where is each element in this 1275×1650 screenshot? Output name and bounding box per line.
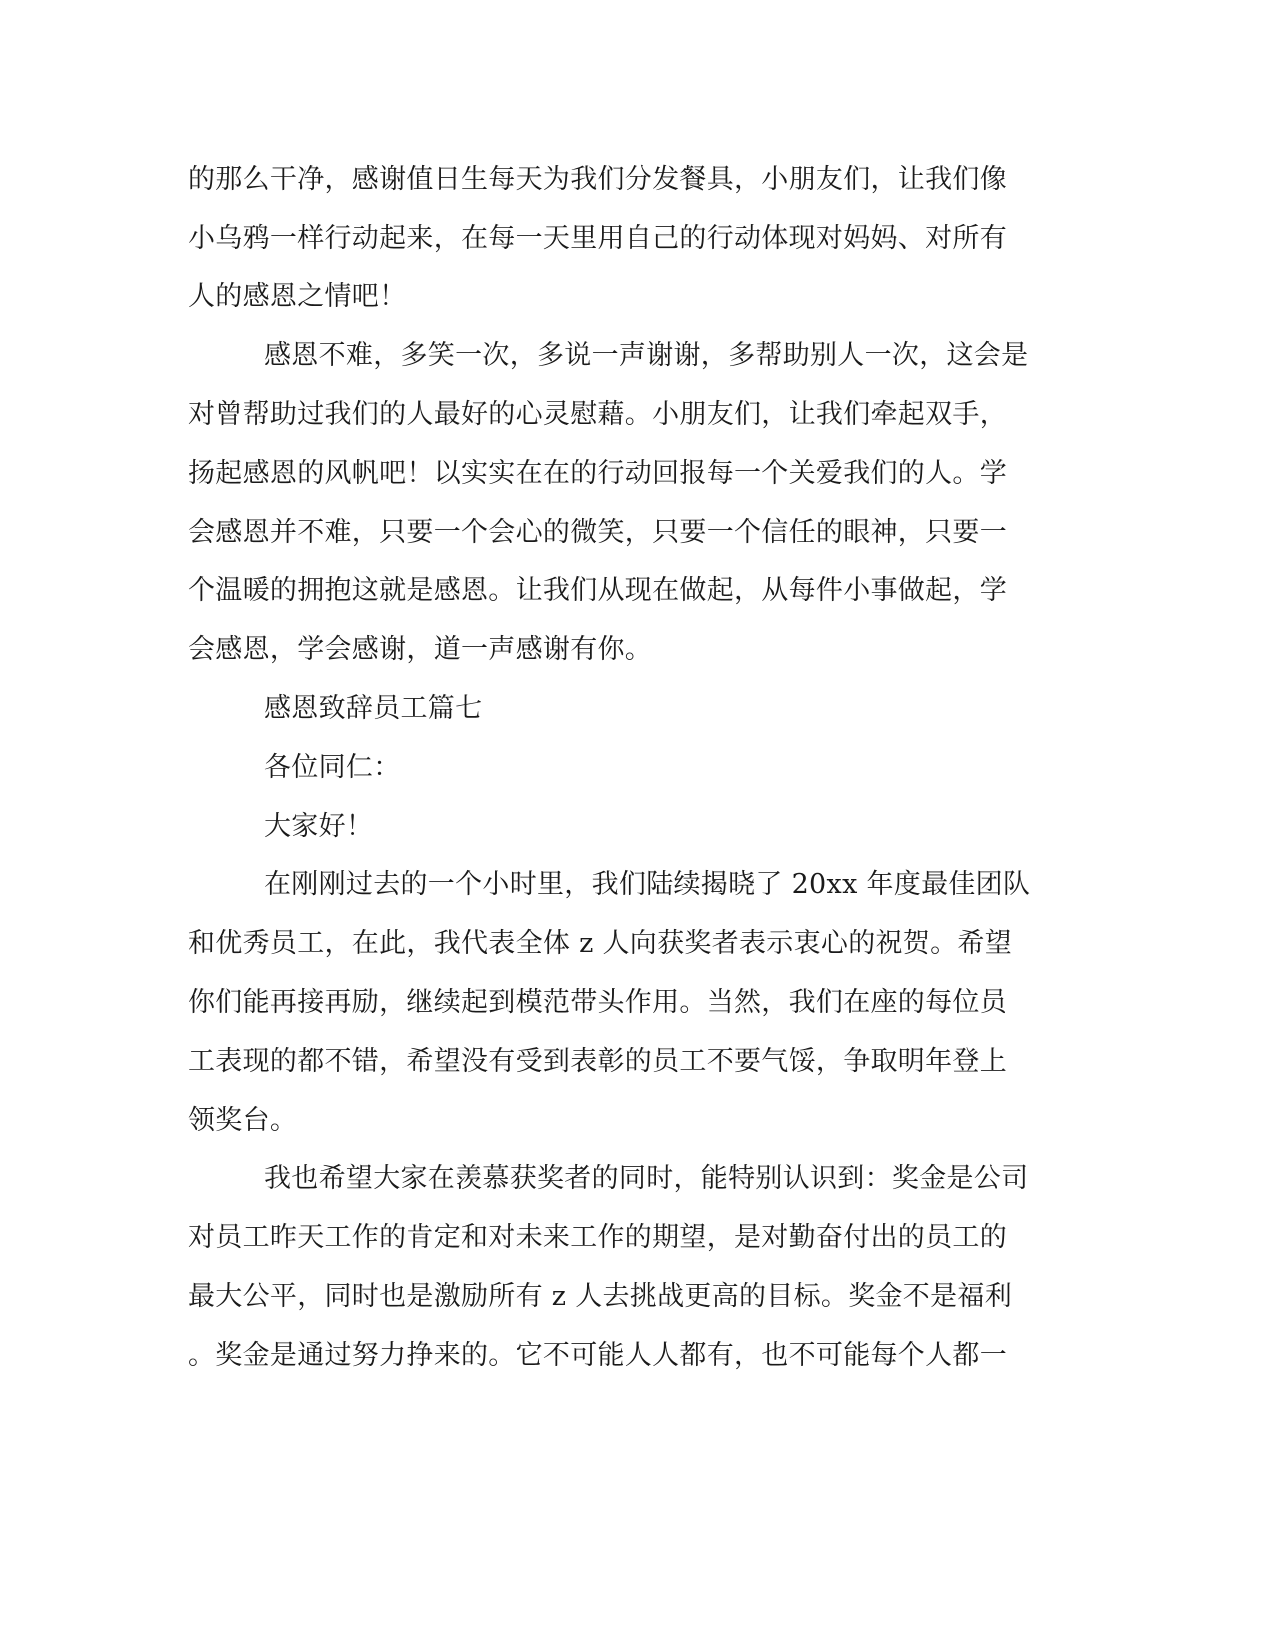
body-text-line: 领奖台。 <box>188 1105 298 1136</box>
body-text-line: 和优秀员工，在此，我代表全体 z 人向获奖者表示衷心的祝贺。希望 <box>188 928 1012 959</box>
body-text-line: 对曾帮助过我们的人最好的心灵慰藉。小朋友们，让我们牵起双手， <box>188 399 1007 430</box>
body-text-line: 。奖金是通过努力挣来的。它不可能人人都有，也不可能每个人都一 <box>188 1340 1007 1371</box>
body-text-line: 小乌鸦一样行动起来，在每一天里用自己的行动体现对妈妈、对所有 <box>188 223 1007 254</box>
body-text-line: 人的感恩之情吧！ <box>188 281 407 312</box>
salutation: 各位同仁： <box>264 752 401 783</box>
body-text-line: 最大公平，同时也是激励所有 z 人去挑战更高的目标。奖金不是福利 <box>188 1281 1012 1312</box>
body-text-line: 会感恩，学会感谢，道一声感谢有你。 <box>188 634 653 665</box>
body-text-line: 扬起感恩的风帆吧！以实实在在的行动回报每一个关爱我们的人。学 <box>188 458 1007 489</box>
body-text-line: 你们能再接再励，继续起到模范带头作用。当然，我们在座的每位员 <box>188 987 1007 1018</box>
body-text-line: 个温暖的拥抱这就是感恩。让我们从现在做起，从每件小事做起，学 <box>188 575 1007 606</box>
paragraph-first-line: 我也希望大家在羡慕获奖者的同时，能特别认识到：奖金是公司 <box>264 1163 1029 1194</box>
paragraph-first-line: 在刚刚过去的一个小时里，我们陆续揭晓了 20xx 年度最佳团队 <box>264 869 1031 900</box>
section-heading: 感恩致辞员工篇七 <box>264 693 483 724</box>
body-text-line: 会感恩并不难，只要一个会心的微笑，只要一个信任的眼神，只要一 <box>188 517 1007 548</box>
paragraph-first-line: 感恩不难，多笑一次，多说一声谢谢，多帮助别人一次，这会是 <box>264 340 1029 371</box>
body-text-line: 工表现的都不错，希望没有受到表彰的员工不要气馁，争取明年登上 <box>188 1046 1007 1077</box>
body-text-line: 的那么干净，感谢值日生每天为我们分发餐具，小朋友们，让我们像 <box>188 164 1007 195</box>
greeting: 大家好！ <box>264 811 374 842</box>
body-text-line: 对员工昨天工作的肯定和对未来工作的期望，是对勤奋付出的员工的 <box>188 1222 1007 1253</box>
